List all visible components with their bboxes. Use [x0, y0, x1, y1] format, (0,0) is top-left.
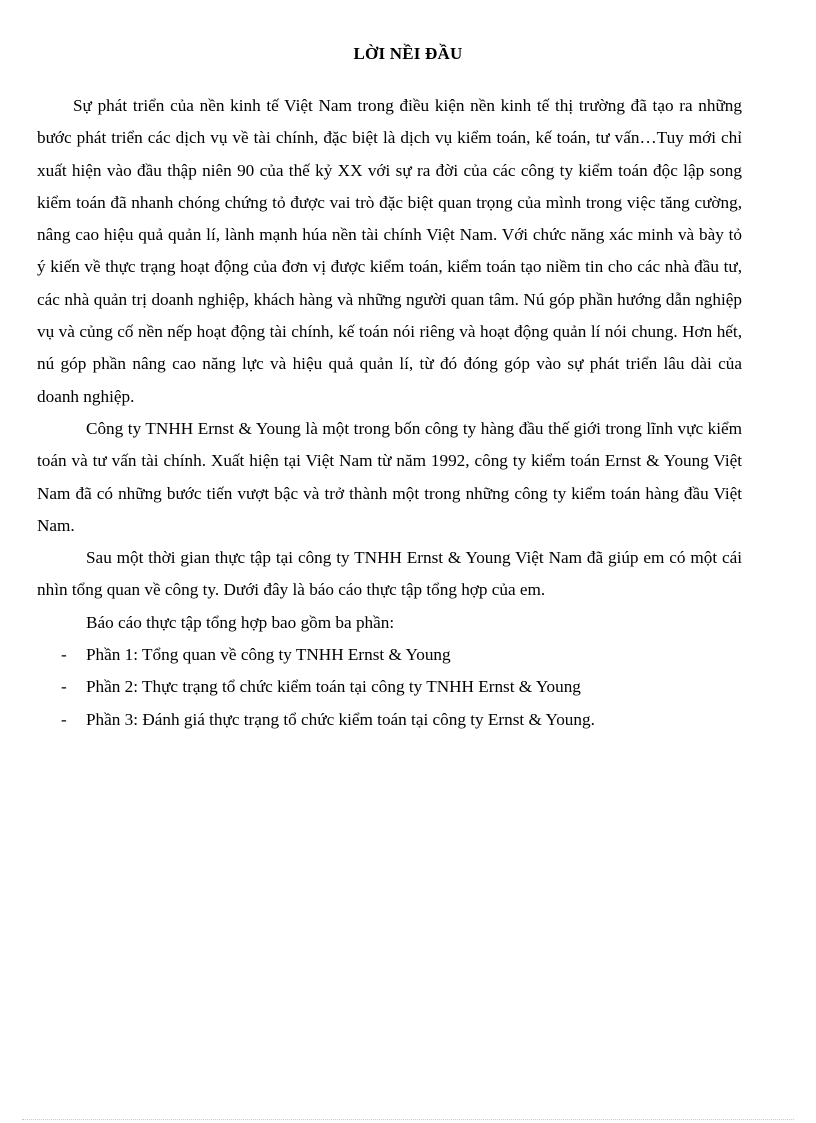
report-parts-list: [37, 639, 742, 736]
list-item: [37, 671, 742, 703]
list-item: [37, 704, 742, 736]
page-bottom-border: [22, 1119, 794, 1120]
paragraph-company-overview: Công ty TNHH Ernst & Young là một trong bốn công ty hàng đầu thế giới trong lĩnh vực kiểm toán và tư vấn tài chính. Xuất hiện tại Việt Nam từ năm 1992, công ty kiểm toán Ernst & Young Việt Nam đã có những bước tiến vượt bậc và trở thành một trong những công ty kiểm toán hàng đầu Việt Nam.: [37, 418, 742, 535]
list-item-text: Phần 2: Thực trạng tổ chức kiểm toán tại công ty TNHH Ernst & Young: [86, 677, 581, 697]
page-title: LỜI NỀI ĐẦU: [353, 44, 463, 63]
paragraph-report-structure: Báo cáo thực tập tổng hợp bao gồm ba phần:: [86, 612, 395, 632]
list-dash-marker: -: [61, 645, 67, 665]
list-dash-marker: -: [61, 677, 67, 697]
list-dash-marker: -: [61, 709, 67, 729]
list-item-text: Phần 3: Đánh giá thực trạng tổ chức kiểm toán tại công ty Ernst & Young.: [86, 709, 595, 729]
document-body: [37, 90, 742, 736]
list-item: [37, 639, 742, 671]
paragraph-internship: Sau một thời gian thực tập tại công ty TNHH Ernst & Young Việt Nam đã giúp em có một cái nhìn tổng quan về công ty. Dưới đây là báo cáo thực tập tổng hợp của em.: [37, 548, 742, 600]
paragraph-introduction: Sự phát triển của nền kinh tế Việt Nam trong điều kiện nền kinh tế thị trường đã tạo ra những bước phát triển các dịch vụ về tài chính, đặc biệt là dịch vụ kiểm toán, kế toán, tư vấn…Tuy mới chỉ xuất hiện vào đầu thập niên 90 của thế kỷ XX với sự ra đời của các công ty kiểm toán độc lập song kiểm toán đã nhanh chóng chứng tỏ được vai trò đặc biệt quan trọng của mình trong việc tăng cường, nâng cao hiệu quả quản lí, lành mạnh húa nền tài chính Việt Nam. Với chức năng xác minh và bày tỏ ý kiến về thực trạng hoạt động của đơn vị được kiểm toán, kiểm toán tạo niềm tin cho các nhà đầu tư, các nhà quản trị doanh nghiệp, khách hàng và những người quan tâm. Nú góp phần hướng dẫn nghiệp vụ và củng cố nền nếp hoạt động tài chính, kế toán nói riêng và hoạt động quản lí nói chung. Hơn hết, nú góp phần nâng cao năng lực và hiệu quả quản lí, từ đó đóng góp vào sự phát triển lâu dài của doanh nghiệp.: [37, 96, 742, 406]
list-item-text: Phần 1: Tổng quan về công ty TNHH Ernst & Young: [86, 645, 451, 665]
